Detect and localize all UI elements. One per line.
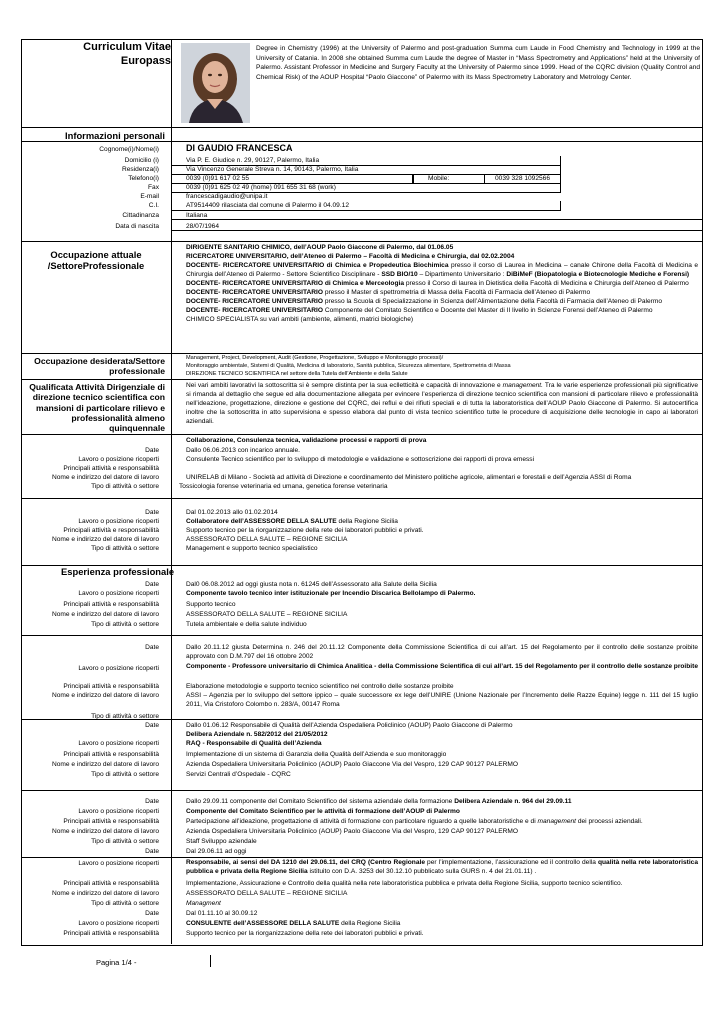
qualified-activity-text: Nei vari ambiti lavorativi la sottoscritta si è sempre distinta per la sua eclletticità e capacità di innovazione e management. Tra le varie esperienze professionali più significative si rimanda al dettaglio che segue ed alla documentazione allegata per evincere l’esperienza di direzione tecnico scientifica con mansioni di particolare rilievo e professionalità nell’ideazione, progettazione, direzione e gestione del CQRC, dei reflui e dei rifiuti speciali e di tutta la laboratoristica dell’AOUP Paolo Giaccone di Palermo. Si autocertifica inoltre che la sottoscritta in atto supervisiona e spesso elabora dal punto di vista tecnico scientifico tutte le procedure di acquisizione delle tecnologie in capo ai laboratori aziendali. [186, 382, 698, 425]
rule [21, 498, 703, 499]
name-label: Cognome(i)/Nome(i) [99, 146, 159, 153]
email-value: francescadigaudio@unipa.it [186, 193, 268, 200]
exp6-role: Componente del Comitato Scientifico per le attività di formazione dell’AOUP di Palermo [186, 808, 460, 815]
role-label: Lavoro o posizione ricoperti [78, 665, 159, 672]
domicile-value: Via P. E. Giudice n. 29, 90127, Palermo, Italia [186, 157, 320, 164]
exp2-activities: Supporto tecnico per la riorganizzazione della rete dei laboratori pubblici e privati. [186, 527, 424, 534]
desired-occupation-label: Occupazione desiderata/Settore professionale [34, 356, 165, 376]
exp1-employer: UNIRELAB di Milano - Società ad attività di Direzione e coordinamento del Ministero politiche agricole, alimentari e forestali e dell’Agenzia ASSI di Roma [186, 474, 632, 481]
date-label: Date [145, 910, 159, 917]
rule [21, 434, 703, 435]
date-label: Date [145, 722, 159, 729]
role-label: Lavoro o posizione ricoperti [78, 740, 159, 747]
activities-label: Principali attività e responsabilità [63, 465, 159, 472]
exp5-resolution: Delibera Aziendale n. 582/2012 del 21/05/2012 [186, 731, 328, 738]
exp4-activities: Elaborazione metodologie e supporto tecnico scientifico nel controllo delle sostanze proibite [186, 683, 454, 690]
email-label: E-mail [140, 193, 159, 200]
exp5-role: RAQ - Responsabile di Qualità dell’Azienda [186, 740, 322, 747]
occupation-line: DOCENTE- RICERCATORE UNIVERSITARIO [186, 307, 324, 314]
exp5-type: Servizi Centrali d’Ospedale - CQRC [186, 771, 291, 778]
exp3-employer: ASSESSORATO DELLA SALUTE – REGIONE SICILIA [186, 611, 348, 618]
date-label: Date [145, 848, 159, 855]
role-label: Lavoro o posizione ricoperti [78, 920, 159, 927]
exp8-activities: Supporto tecnico per la riorganizzazione della rete dei laboratori pubblici e privati. [186, 930, 424, 937]
exp2-role: Collaboratore dell’ASSESSORE DELLA SALUTE della Regione Sicilia [186, 518, 398, 525]
qualified-activity-label: Qualificata Attività Dirigenziale di direzione tecnico scientifica con mansioni di particolare rilievo e professionalità almeno quinquennale [29, 382, 165, 434]
rule [21, 790, 703, 791]
cv-subtitle: Europass [120, 55, 171, 67]
intro-summary: Degree in Chemistry (1996) at the University of Palermo and post-graduation Summa cum Laude in Food Chemistry and Technology in 1999 at the University of Catania. In 2008 she obtained Summa cum Laude the degree of Master in “Mass Spectrometry and Applications” held at the University of Palermo. Assistant Professor in Medicine and Surgery Faculty at the University of Palermo since 1999. Head of the CQRC division (Quality Control and Chemical Risk) of the AOUP Hospital “Paolo Giaccone” of Palermo with its Mass Spectrometry Laboratory and Metrology Center. [256, 45, 700, 81]
role-label: Lavoro o posizione ricoperti [78, 860, 159, 867]
exp5-activities: Implementazione di un sistema di Garanzia della Qualità dell’Azienda e suo monitoraggio [186, 751, 447, 758]
exp1-heading: Collaborazione, Consulenza tecnica, validazione processi e rapporti di prova [186, 437, 427, 444]
desired-line: Monitoraggio ambientale, Sistemi di Qualità, Medicina di laboratorio, Sanità pubblica, Sicurezza alimentare, Spettrometria di Massa [186, 363, 511, 369]
type-label: Tipo di attività o settore [91, 545, 159, 552]
page-number: Pagina 1/4 - [96, 958, 137, 967]
exp6-employer: Azienda Ospedaliera Universitaria Policlinico (AOUP) Paolo Giaccone Via del Vespro, 129 CAP 90127 PALERMO [186, 828, 519, 835]
date-label: Date [145, 798, 159, 805]
exp3-date: Dal0 06.08.2012 ad oggi giusta nota n. 61245 dell’Assessorato alla Salute della Sicilia [186, 581, 437, 588]
residence-value: Via Vincenzo Generale Streva n. 14, 90143, Palermo, Italia [186, 166, 359, 173]
rule [21, 141, 703, 142]
occupation-label-line2: /SettoreProfessionale [47, 260, 145, 271]
role-label: Lavoro o posizione ricoperti [78, 518, 159, 525]
cv-title: Curriculum Vitae [83, 41, 171, 53]
activities-label: Principali attività e responsabilità [63, 818, 159, 825]
exp7-type: Managment [186, 900, 221, 907]
type-label: Tipo di attività o settore [91, 621, 159, 628]
employer-label: Nome e indirizzo del datore di lavoro [51, 828, 159, 835]
type-label: Tipo di attività o settore [91, 771, 159, 778]
employer-label: Nome e indirizzo del datore di lavoro [51, 536, 159, 543]
exp4-role: Componente - Professore universitario di Chimica Analitica - della Commissione Scientifica di cui all’art. 15 del Regolamento per il controllo delle sostanze proibite [186, 663, 698, 670]
type-label: Tipo di attività o settore [91, 483, 159, 490]
activities-label: Principali attività e responsabilità [63, 601, 159, 608]
role-label: Lavoro o posizione ricoperti [78, 808, 159, 815]
activities-label: Principali attività e responsabilità [63, 751, 159, 758]
mobile-value: 0039 328 1092566 [495, 175, 551, 182]
occupation-line: DOCENTE- RICERCATORE UNIVERSITARIO di Chimica e Merceologia [186, 280, 404, 287]
domicile-label: Domicilio (i) [124, 157, 159, 164]
occupation-line: DOCENTE- RICERCATORE UNIVERSITARIO [186, 289, 324, 296]
employer-label: Nome e indirizzo del datore di lavoro [51, 474, 159, 481]
exp3-type: Tutela ambientale e della salute individuo [186, 621, 307, 628]
exp2-type: Management e supporto tecnico specialistico [186, 545, 318, 552]
employer-label: Nome e indirizzo del datore di lavoro [51, 761, 159, 768]
fax-label: Fax [148, 184, 159, 191]
mobile-label: Mobile: [428, 175, 450, 182]
residence-label: Residenza(i) [121, 166, 159, 173]
date-label: Date [145, 447, 159, 454]
birth-value: 28/07/1964 [186, 223, 220, 230]
exp6-date: Dallo 29.09.11 componente del Comitato Scientifico del sistema aziendale della formazione Delibera Aziendale n. 964 del 29.09.11 [186, 798, 572, 805]
occupation-details: DIRIGENTE SANITARIO CHIMICO, dell’AOUP Paolo Giaccone di Palermo, dal 01.06.05 RICERCATORE UNIVERSITARIO, dell’Ateneo di Palermo – Facoltà di Medicina e Chirurgia, dal 02.02.2004 DOCENTE- RICERCATORE UNIVERSITARIO di Chimica e Propedeutica Biochimica presso il corso di Laurea in Medicina – canale Chirone della Facoltà di Medicina e Chirurgia dell’Ateneo di Palermo - Settore Scientifico Disciplinare - SSD BIO/10 – Dipartimento Universitario : DiBiMeF (Biopatologia e Biotecnologie Mediche e Forensi) DOCENTE- RICERCATORE UNIVERSITARIO di Chimica e Merceologia presso il Corso di laurea in Dietistica della Facoltà di Medicina e Chirurgia dell’Ateneo di Palermo DOCENTE- RICERCATORE UNIVERSITARIO presso il Master di spettrometria di Massa della Facoltà di Farmacia dell’Ateneo di Palermo DOCENTE- RICERCATORE UNIVERSITARIO presso la Scuola di Specializzazione in Scienza dell’Alimentazione della Facoltà di Farmacia dell’Ateneo di Palermo DOCENTE- RICERCATORE UNIVERSITARIO Componente del Comitato Scientifico e Docente del Master di II livello in Scienze Forensi dell’Ateneo di Palermo CHIMICO SPECIALISTA su vari ambiti (ambiente, alimenti, matrici biologiche) [186, 244, 699, 323]
activities-label: Principali attività e responsabilità [63, 880, 159, 887]
exp3-role: Componente tavolo tecnico inter istituzionale per Incendio Discarica Bellolampo di Palermo. [186, 590, 476, 597]
activities-label: Principali attività e responsabilità [63, 527, 159, 534]
full-name: DI GAUDIO FRANCESCA [186, 143, 293, 153]
birth-label: Data di nascita [115, 223, 159, 230]
rule [21, 635, 703, 636]
exp6-activities: Partecipazione all’ideazione, progettazione di attività di formazione con particolare riguardo a quelle laboratoristiche e di management dei processi aziendali. [186, 818, 643, 825]
employer-label: Nome e indirizzo del datore di lavoro [51, 611, 159, 618]
ci-value: AT9514409 rilasciata dal comune di Palermo il 04.09.12 [186, 202, 349, 209]
employer-label: Nome e indirizzo del datore di lavoro [51, 692, 159, 699]
activities-label: Principali attività e responsabilità [63, 683, 159, 690]
exp3-activities: Supporto tecnico [186, 601, 236, 608]
rule [21, 379, 703, 380]
exp2-employer: ASSESSORATO DELLA SALUTE – REGIONE SICILIA [186, 536, 348, 543]
exp7-activities: Implementazione, Assicurazione e Controllo della qualità nella rete laboratoristica pubblica e privata della Regione Sicilia, supporto tecnico scientifico. [186, 880, 623, 887]
phone-value: 0039 (0)91 617 02 55 [186, 175, 250, 182]
portrait-photo [181, 43, 250, 123]
ci-label: C.I. [148, 202, 159, 209]
type-label: Tipo di attività o settore [91, 838, 159, 845]
occupation-line: CHIMICO SPECIALISTA su vari ambiti (ambiente, alimenti, matrici biologiche) [186, 316, 414, 323]
exp5-date: Dallo 01.06.12 Responsabile di Qualità dell’Azienda Ospedaliera Policlinico (AOUP) Paolo Giaccone di Palermo [186, 722, 513, 729]
occupation-label [25, 249, 167, 271]
exp7-role: Responsabile, ai sensi del DA 1210 del 29.06.11, del CRQ (Centro Regionale per l’implementazione, l’assicurazione ed il controllo della qualità nella rete laboratoristica pubblica e privata della Regione Sicilia istituito con D.A. 3253 del 30.12.10 pubblicato sulla GURS n. 4 del 21.01.11) . [186, 859, 698, 875]
desired-line: Management, Project, Development, Audit (Gestione, Progettazione, Sviluppo e Monitoraggio processi)/ [186, 355, 444, 361]
occupation-line: RICERCATORE UNIVERSITARIO, dell’Ateneo di Palermo – Facoltà di Medicina e Chirurgia, dal 02.02.2004 [186, 253, 515, 260]
fax-value: 0039 (0)91 625 02 49 (home) 091 655 31 68 (work) [186, 184, 336, 191]
occupation-line: DOCENTE- RICERCATORE UNIVERSITARIO di Chimica e Propedeutica Biochimica [186, 262, 449, 269]
cv-page [21, 39, 703, 946]
type-label: Tipo di attività o settore [91, 900, 159, 907]
exp6-type: Staff Sviluppo aziendale [186, 838, 257, 845]
exp4-date: Dallo 20.11.12 giusta Determina n. 246 del 20.11.12 Componente della Commissione Scientifica di cui all’art. 15 del Regolamento per il controllo delle sostanze proibite approvato con D.M.797 del 16 ottobre 2002 [186, 644, 698, 660]
rule [21, 127, 703, 128]
type-label: Tipo di attività o settore [91, 713, 159, 720]
exp8-role: CONSULENTE dell’ASSESSORE DELLA SALUTE della Regione Sicilia [186, 920, 401, 927]
date-label: Date [145, 581, 159, 588]
exp2-date: Dal 01.02.2013 allo 01.02.2014 [186, 509, 278, 516]
date-label: Date [145, 644, 159, 651]
exp7-date: Dal 29.06.11 ad oggi [186, 848, 247, 855]
occupation-label-line1: Occupazione attuale [50, 249, 142, 260]
phone-label: Telefono(i) [128, 175, 159, 182]
occupation-line: DIRIGENTE SANITARIO CHIMICO, dell’AOUP Paolo Giaccone di Palermo, dal 01.06.05 [186, 244, 454, 251]
citizenship-value: Italiana [186, 212, 208, 219]
activities-label: Principali attività e responsabilità [63, 930, 159, 937]
exp1-role: Consulente Tecnico scientifico per lo sviluppo di metodologie e validazione e sottoscrizione dei rapporti di prova emessi [186, 456, 535, 463]
footer-divider [210, 955, 211, 967]
exp4-employer: ASSI – Agenzia per lo sviluppo del settore ippico – quale successore ex lege dell’UNIRE (Unione Nazionale per l’Incremento delle Razze Equine) legge n. 111 del 15 luglio 2011, Via Cristoforo Colombo n. 283/A, 00147 Roma [186, 692, 698, 708]
employer-label: Nome e indirizzo del datore di lavoro [51, 890, 159, 897]
date-label: Date [145, 509, 159, 516]
rule [21, 353, 703, 354]
exp8-date: Dal 01.11.10 al 30.09.12 [186, 910, 258, 917]
role-label: Lavoro o posizione ricoperti [78, 456, 159, 463]
role-label: Lavoro o posizione ricoperti [78, 590, 159, 597]
section-professional-experience: Esperienza professionale [61, 566, 175, 577]
desired-line: DIREZIONE TECNICO SCIENTIFICA nel settore della Tutela dell’Ambiente e della Salute [186, 371, 408, 377]
exp5-employer: Azienda Ospedaliera Universitaria Policlinico (AOUP) Paolo Giaccone Via del Vespro, 129 CAP 90127 PALERMO [186, 761, 519, 768]
exp1-date: Dallo 06.06.2013 con incarico annuale. [186, 447, 301, 454]
occupation-line: DOCENTE- RICERCATORE UNIVERSITARIO [186, 298, 324, 305]
exp1-type: Tossicologia forense veterinaria ed umana, genetica forense veterinaria [179, 483, 388, 490]
citizenship-label: Cittadinanza [122, 212, 159, 219]
exp7-employer: ASSESSORATO DELLA SALUTE – REGIONE SICILIA [186, 890, 348, 897]
section-personal-info: Informazioni personali [64, 130, 165, 141]
